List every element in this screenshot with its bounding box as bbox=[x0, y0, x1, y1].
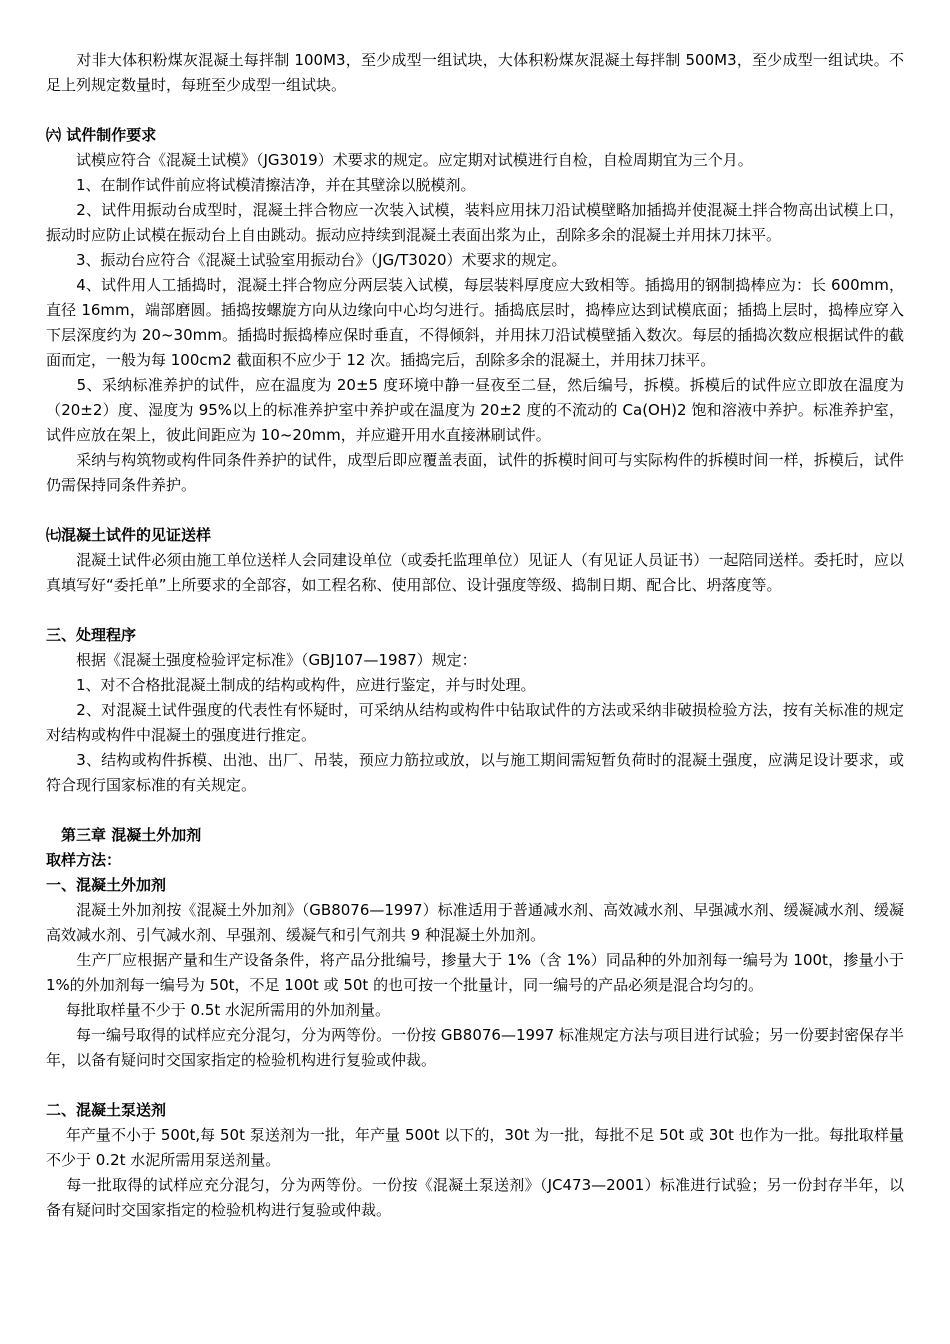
paragraph: 根据《混凝土强度检验评定标准》（GBJ107—1987）规定： bbox=[46, 651, 477, 669]
list-item: 1、在制作试件前应将试模清擦洁净，并在其壁涂以脱模剂。 bbox=[46, 176, 476, 194]
paragraph: 混凝土外加剂按《混凝土外加剂》（GB8076—1997）标准适用于普通减水剂、高效减水剂、早强减水剂、缓凝减水剂、缓凝高效减水剂、引气减水剂、早强剂、缓凝气和引气剂共 9 种混凝土外加剂。 bbox=[46, 901, 904, 944]
paragraph: 生产厂应根据产量和生产设备条件，将产品分批编号，掺量大于 1%（含 1%）同品种的外加剂每一编号为 100t，掺量小于 1%的外加剂每一编号为 50t，不足 100t 或 50t 的也可按一个批量计，同一编号的产品必须是混合均匀的。 bbox=[46, 951, 904, 994]
list-item: 1、对不合格批混凝土制成的结构或构件，应进行鉴定，并与时处理。 bbox=[46, 676, 536, 694]
intro-paragraph: 对非大体积粉煤灰混凝土每拌制 100M3，至少成型一组试块，大体积粉煤灰混凝土每拌制 500M3，至少成型一组试块。不足上列规定数量时，每班至少成型一组试块。 bbox=[46, 51, 904, 94]
list-item: 5、采纳标准养护的试件，应在温度为 20±5 度环境中静一昼夜至二昼，然后编号，拆模。拆模后的试件应立即放在温度为（20±2）度、湿度为 95%以上的标准养护室中养护或在温度为 20±2 度的不流动的 Ca(OH)2 饱和溶液中养护。标准养护室，试件应放在架上，彼此间距应为 10~20mm，并应避开用水直接淋刷试件。 bbox=[46, 376, 904, 444]
spacer bbox=[46, 498, 904, 523]
spacer bbox=[46, 98, 904, 123]
section-heading-admixture: 一、混凝土外加剂 bbox=[46, 876, 167, 894]
sampling-method-heading: 取样方法： bbox=[46, 851, 122, 869]
list-item: 2、对混凝土试件强度的代表性有怀疑时，可采纳从结构或构件中钻取试件的方法或采纳非破损检验方法，按有关标准的规定对结构或构件中混凝土的强度进行推定。 bbox=[46, 701, 904, 744]
paragraph: 每一编号取得的试样应充分混匀，分为两等份。一份按 GB8076—1997 标准规定方法与项目进行试验；另一份要封密保存半年，以备有疑问时交国家指定的检验机构进行复验或仲裁。 bbox=[46, 1026, 904, 1069]
paragraph: 每一批取得的试样应充分混匀，分为两等份。一份按《混凝土泵送剂》（JC473—2001）标准进行试验；另一份封存半年，以备有疑问时交国家指定的检验机构进行复验或仲裁。 bbox=[46, 1176, 904, 1219]
spacer bbox=[46, 1073, 904, 1098]
paragraph: 试模应符合《混凝土试模》（JG3019）术要求的规定。应定期对试模进行自检，自检周期宜为三个月。 bbox=[46, 151, 753, 169]
paragraph: 混凝土试件必须由施工单位送样人会同建设单位（或委托监理单位）见证人（有见证人员证书）一起陪同送样。委托时，应以真填写好“委托单”上所要求的全部容，如工程名称、使用部位、设计强度等级、捣制日期、配合比、坍落度等。 bbox=[46, 551, 904, 594]
paragraph: 年产量不小于 500t,每 50t 泵送剂为一批，年产量 500t 以下的，30t 为一批，每批不足 50t 或 30t 也作为一批。每批取样量不少于 0.2t 水泥所需用泵送剂量。 bbox=[46, 1126, 904, 1169]
chapter-title: 第三章 混凝土外加剂 bbox=[46, 826, 202, 844]
section-heading-specimen-making: ㈥ 试件制作要求 bbox=[46, 126, 157, 144]
section-heading-witness-sampling: ㈦混凝土试件的见证送样 bbox=[46, 526, 212, 544]
paragraph: 每批取样量不少于 0.5t 水泥所需用的外加剂量。 bbox=[46, 1001, 391, 1019]
list-item: 2、试件用振动台成型时，混凝土拌合物应一次装入试模，装料应用抹刀沿试模壁略加插捣并使混凝土拌合物高出试模上口，振动时应防止试模在振动台上自由跳动。振动应持续到混凝土表面出浆为止，刮除多余的混凝土并用抹刀抹平。 bbox=[46, 201, 904, 244]
section-heading-procedure: 三、处理程序 bbox=[46, 626, 137, 644]
list-item: 4、试件用人工插捣时，混凝土拌合物应分两层装入试模，每层装料厚度应大致相等。插捣用的钢制捣棒应为：长 600mm，直径 16mm，端部磨圆。插捣按螺旋方向从边缘向中心均匀进行。插捣底层时，捣棒应达到试模底面；插捣上层时，捣棒应穿入下层深度约为 20~30mm。插捣时振捣棒应保时垂直，不得倾斜，并用抹刀沿试模壁插入数次。每层的插捣次数应根据试件的截面而定，一般为每 100cm2 截面积不应少于 12 次。插捣完后，刮除多余的混凝土，并用抹刀抹平。 bbox=[46, 276, 904, 369]
spacer bbox=[46, 798, 904, 823]
spacer bbox=[46, 598, 904, 623]
section-heading-pumping-agent: 二、混凝土泵送剂 bbox=[46, 1101, 167, 1119]
list-item: 3、振动台应符合《混凝土试验室用振动台》（JG/T3020）术要求的规定。 bbox=[46, 251, 567, 269]
paragraph: 采纳与构筑物或构件同条件养护的试件，成型后即应覆盖表面，试件的拆模时间可与实际构件的拆模时间一样，拆模后，试件仍需保持同条件养护。 bbox=[46, 451, 904, 494]
list-item: 3、结构或构件拆模、出池、出厂、吊装，预应力筋拉或放，以与施工期间需短暂负荷时的混凝土强度，应满足设计要求，或符合现行国家标准的有关规定。 bbox=[46, 751, 904, 794]
